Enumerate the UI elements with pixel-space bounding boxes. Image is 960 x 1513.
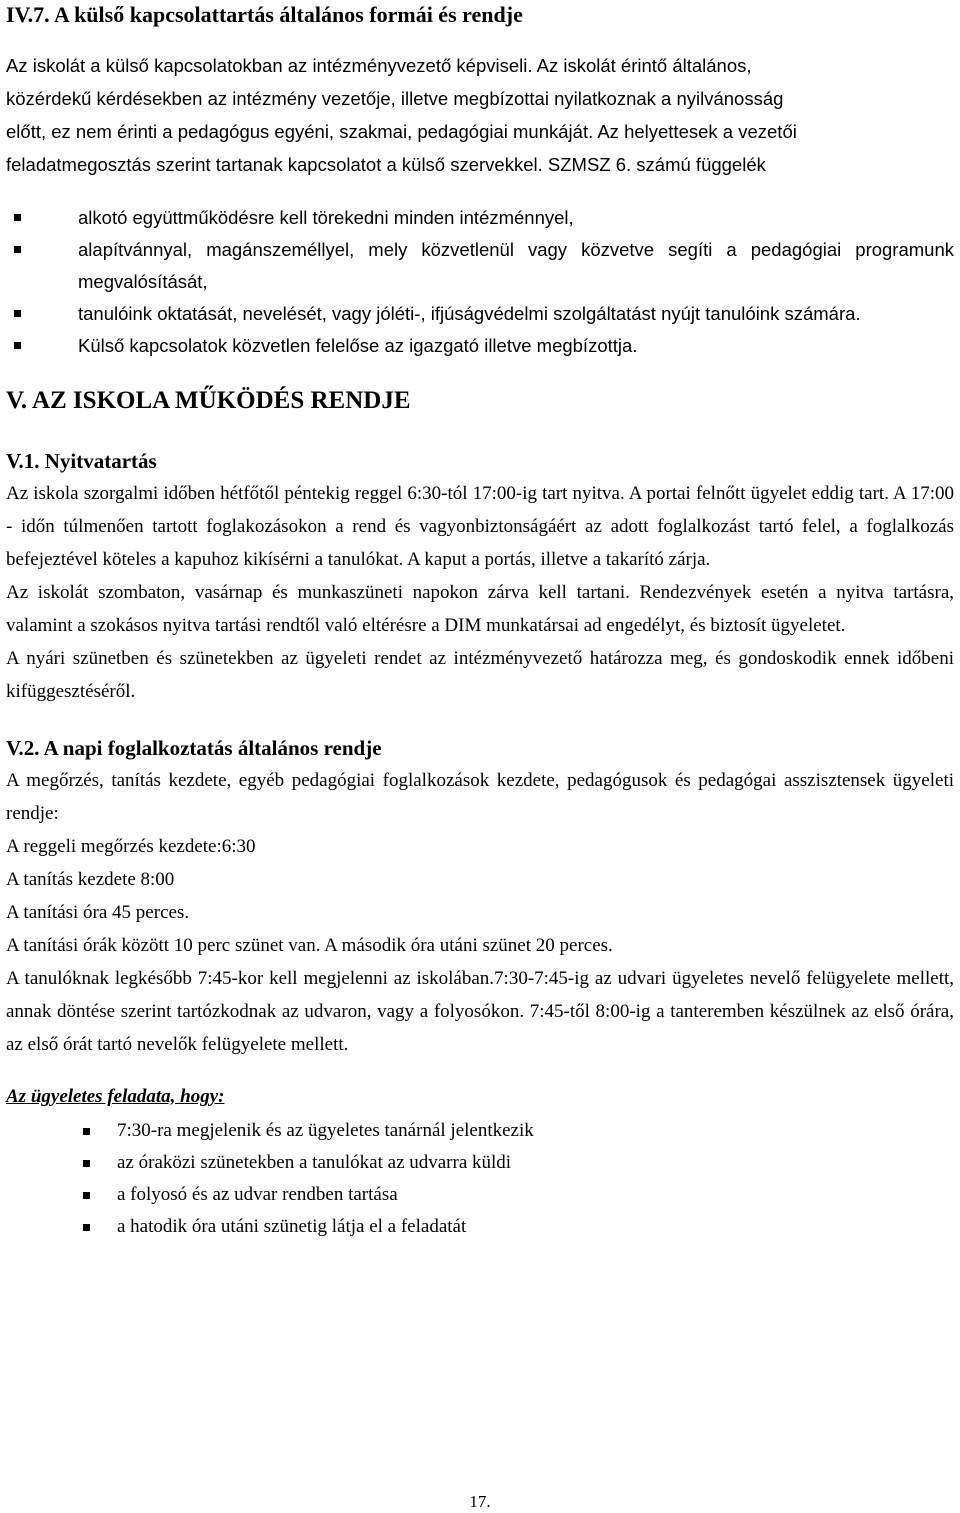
list-item-text: 7:30-ra megjelenik és az ügyeletes tanárnál jelentkezik — [117, 1120, 534, 1141]
text-line-lesson-length: A tanítási óra 45 perces. — [6, 902, 190, 923]
square-bullet-icon — [83, 1128, 90, 1135]
list-item-text: a folyosó és az udvar rendben tartása — [117, 1184, 398, 1205]
text-line: közérdekű kérdésekben az intézmény vezetője, illetve megbízottai nyilatkoznak a nyilvánosság — [6, 88, 784, 109]
list-item-text: az óraközi szünetekben a tanulókat az udvarra küldi — [117, 1152, 512, 1173]
text-line-morning-care: A reggeli megőrzés kezdete:6:30 — [6, 836, 256, 857]
square-bullet-icon — [83, 1224, 90, 1231]
square-bullet-icon — [14, 310, 21, 317]
paragraph-external-relations — [6, 49, 954, 181]
list-item — [6, 1147, 954, 1179]
list-item-text: a hatodik óra utáni szünetig látja el a feladatát — [117, 1216, 467, 1237]
list-item-text: Külső kapcsolatok közvetlen felelőse az igazgató illetve megbízottja. — [78, 335, 638, 356]
list-item — [6, 330, 954, 362]
chapter-title-v: V. AZ ISKOLA MŰKÖDÉS RENDJE — [6, 387, 411, 414]
paragraph-weekend-closure: Az iskolát szombaton, vasárnap és munkaszüneti napokon zárva kell tartani. Rendezvények esetén a nyitva tartásra, valamint a szokásos nyitva tartási rendtől való eltérésre a DIM munkatársai ad engedélyt, és biztosít ügyeletet. — [6, 582, 954, 636]
section-title-iv7: IV.7. A külső kapcsolattartás általános formái és rendje — [6, 2, 523, 27]
list-item-text: tanulóink oktatását, nevelését, vagy jóléti-, ifjúságvédelmi szolgáltatást nyújt tanulóink számára. — [78, 303, 861, 324]
list-item-text: alapítvánnyal, magánszeméllyel, mely közvetlenül vagy közvetve segíti a pedagógiai programunk megvalósítását, — [78, 239, 954, 292]
paragraph-summer-duty: A nyári szünetben és szünetekben az ügyeleti rendet az intézményvezető határozza meg, és gondoskodik ennek időbeni kifüggesztéséről. — [6, 648, 954, 702]
square-bullet-icon — [14, 246, 21, 253]
list-item — [6, 202, 954, 234]
text-line: feladatmegosztás szerint tartanak kapcsolatot a külső szervekkel. SZMSZ 6. számú függelék — [6, 154, 766, 175]
text-line-lesson-start: A tanítás kezdete 8:00 — [6, 869, 175, 890]
duty-list — [6, 1115, 954, 1243]
list-item — [6, 234, 954, 298]
paragraph-opening-hours: Az iskola szorgalmi időben hétfőtől péntekig reggel 6:30-tól 17:00-ig tart nyitva. A portai felnőtt ügyelet eddig tart. A 17:00 - időn túlmenően tartott foglakozásokon a rend és vagyonbiztonságáért az adott foglalkozást tartó felel, a foglalkozás befejeztével köteles a kapuhoz kikísérni a tanulókat. A kaput a portás, illetve a takarító zárja. — [6, 483, 954, 570]
paragraph-arrival: A tanulóknak legkésőbb 7:45-kor kell megjelenni az iskolában.7:30-7:45-ig az udvari ügyeletes nevelő felügyelete mellett, annak döntése szerint tartózkodnak az udvaron, vagy a folyosókon. 7:45-től 8:00-ig a tanteremben készülnek az első órára, az első órát tartó nevelők felügyelete mellett. — [6, 968, 954, 1055]
page-number: 17. — [469, 1492, 491, 1511]
section-title-v2: V.2. A napi foglalkoztatás általános rendje — [6, 736, 382, 760]
text-line-breaks: A tanítási órák között 10 perc szünet van. A második óra utáni szünet 20 perces. — [6, 935, 613, 956]
square-bullet-icon — [14, 214, 21, 221]
paragraph-daily-intro: A megőrzés, tanítás kezdete, egyéb pedagógiai foglalkozások kezdete, pedagógusok és pedagógai asszisztensek ügyeleti rendje: — [6, 770, 954, 824]
section-title-v1: V.1. Nyitvatartás — [6, 449, 157, 473]
square-bullet-icon — [83, 1192, 90, 1199]
list-item — [6, 1211, 954, 1243]
square-bullet-icon — [14, 342, 21, 349]
text-line: Az iskolát a külső kapcsolatokban az intézményvezető képviseli. Az iskolát érintő általános, — [6, 55, 752, 76]
square-bullet-icon — [83, 1160, 90, 1167]
document-page — [6, 0, 954, 1243]
list-item-text: alkotó együttműködésre kell törekedni minden intézménnyel, — [78, 207, 574, 228]
external-relations-list — [6, 202, 954, 362]
list-item — [6, 1179, 954, 1211]
duty-heading: Az ügyeletes feladata, hogy: — [6, 1086, 225, 1107]
list-item — [6, 1115, 954, 1147]
text-line: előtt, ez nem érinti a pedagógus egyéni, szakmai, pedagógiai munkáját. Az helyettesek a vezetői — [6, 121, 797, 142]
list-item — [6, 298, 954, 330]
